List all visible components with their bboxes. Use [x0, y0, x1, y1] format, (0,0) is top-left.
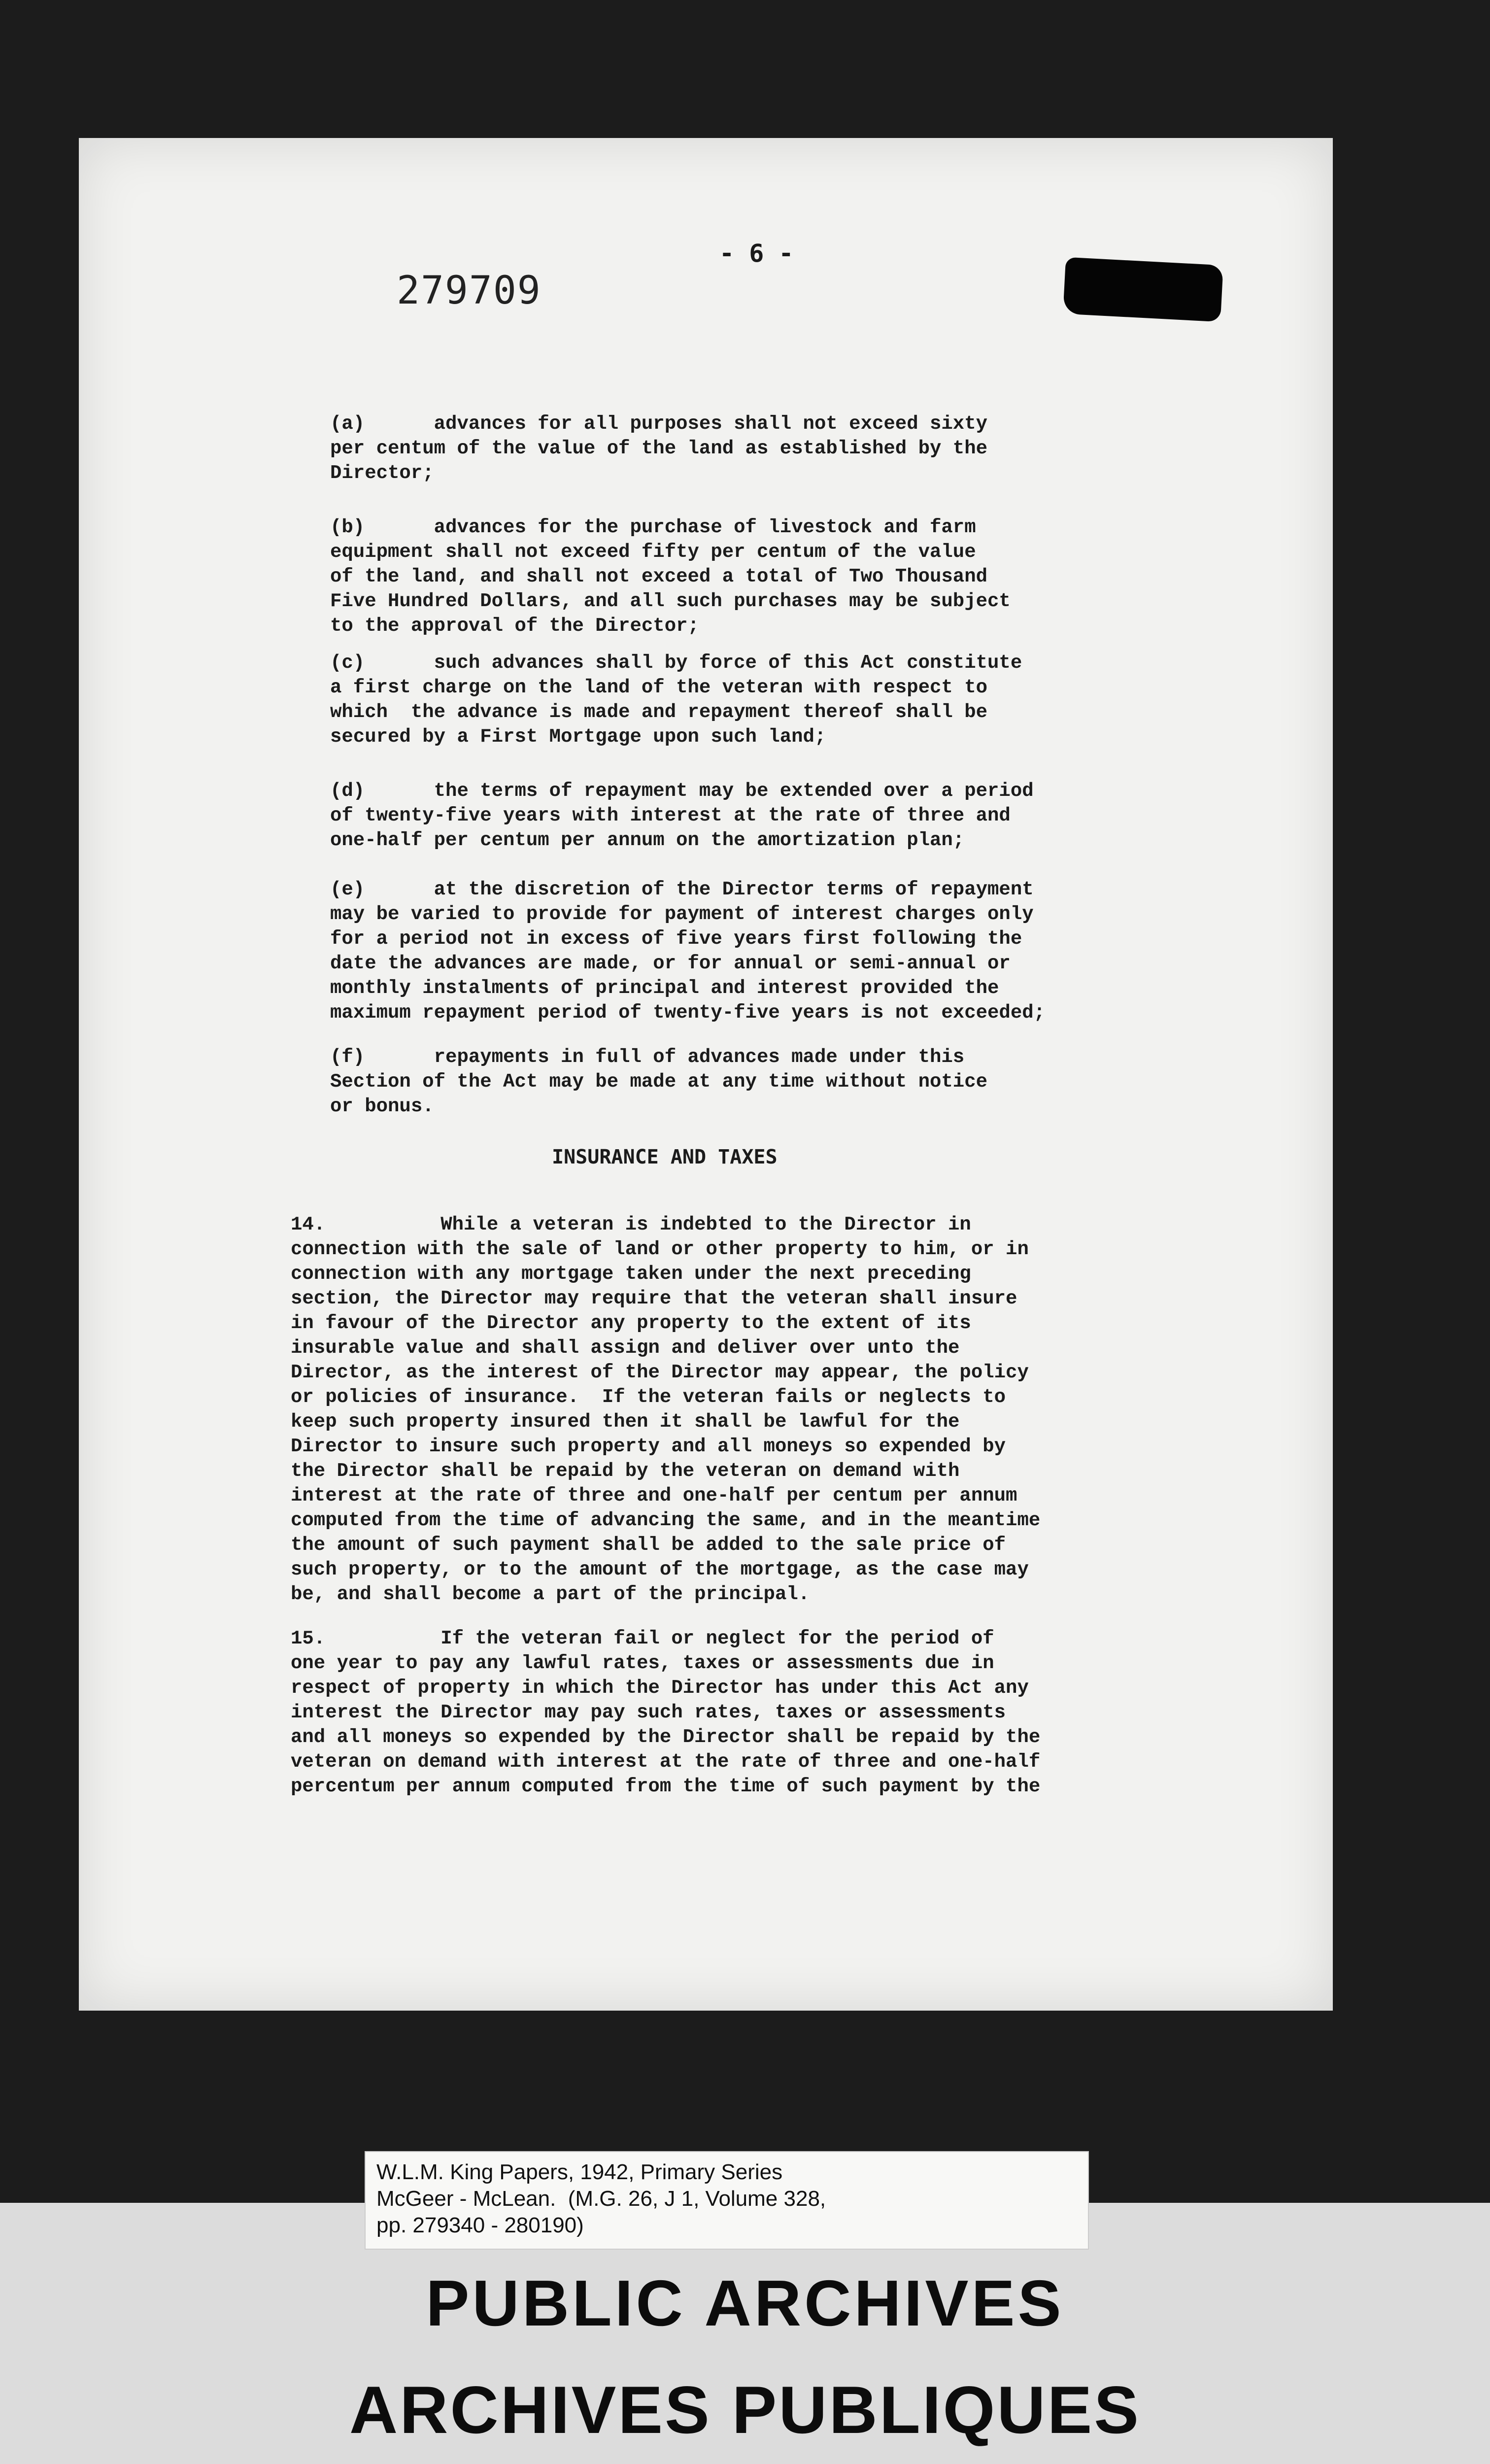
paragraph-a: (a) advances for all purposes shall not exceed sixty per centum of the value of the land as established by the Director;: [330, 413, 988, 484]
paragraph-f: (f) repayments in full of advances made under this Section of the Act may be made at any time without notice or bonus.: [330, 1046, 988, 1117]
section-14: 14. While a veteran is indebted to the Director in connection with the sale of land or other property to him, or in connection with any mortgage taken under the next preceding section, the Director may require that the veteran shall insure in favour of the Director any property to the extent of its insurable value and shall assign and deliver over unto the Director, as the interest of the Director may appear, the policy or policies of insurance. If the veteran fails or neglects to keep such property insured then it shall be lawful for the Director to insure such property and all moneys so expended by the Director shall be repaid by the veteran on demand with interest at the rate of three and one-half per centum per annum computed from the time of advancing the same, and in the meantime the amount of such payment shall be added to the sale price of such property, or to the amount of the mortgage, as the case may be, and shall become a part of the principal.: [291, 1214, 1041, 1605]
page-number: - 6 -: [719, 239, 794, 268]
paragraph-c: (c) such advances shall by force of this Act constitute a first charge on the land of the veteran with respect to which the advance is made and repayment thereof shall be secured by a First Mortgage upon such land;: [330, 652, 1022, 748]
paragraph-e: (e) at the discretion of the Director terms of repayment may be varied to provide for payment of interest charges only for a period not in excess of five years first following the date the advances are made, or for annual or semi-annual or monthly instalments of principal and interest provided the maximum repayment period of twenty-five years is not exceeded;: [330, 879, 1046, 1024]
redaction-mark: [1063, 257, 1223, 322]
archive-reference-label: [365, 2151, 1089, 2250]
document-page: [79, 138, 1333, 2011]
archives-title-fr: ARCHIVES PUBLIQUES: [349, 2372, 1141, 2447]
archive-label-line-1: W.L.M. King Papers, 1942, Primary Series: [376, 2160, 783, 2184]
archive-label-line-2: McGeer - McLean. (M.G. 26, J 1, Volume 328,: [376, 2187, 826, 2211]
paragraph-b: (b) advances for the purchase of livestock and farm equipment shall not exceed fifty per centum of the value of the land, and shall not exceed a total of Two Thousand Five Hundred Dollars, and all such purchases may be subject to the approval of the Director;: [330, 516, 1011, 637]
document-number: 279709: [397, 269, 542, 313]
section-15: 15. If the veteran fail or neglect for the period of one year to pay any lawful rates, taxes or assessments due in respect of property in which the Director has under this Act any interest the Director may pay such rates, taxes or assessments and all moneys so expended by the Director shall be repaid by the veteran on demand with interest at the rate of three and one-half percentum per annum computed from the time of such payment by the: [291, 1628, 1041, 1797]
paragraph-d: (d) the terms of repayment may be extended over a period of twenty-five years with interest at the rate of three and one-half per centum per annum on the amortization plan;: [330, 780, 1034, 851]
archive-label-line-3: pp. 279340 - 280190): [376, 2213, 584, 2237]
section-heading: INSURANCE AND TAXES: [552, 1146, 778, 1168]
archives-title-en: PUBLIC ARCHIVES: [426, 2267, 1064, 2339]
